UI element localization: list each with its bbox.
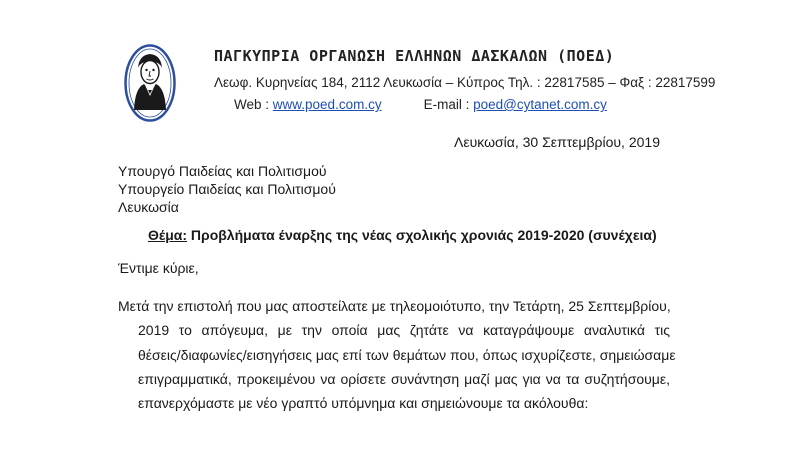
body-line: θέσεις/διαφωνίες/εισηγήσεις μας επί των θεμάτων που, όπως ισχυρίζεστε, σημειώσαμε <box>138 346 676 363</box>
recipient-title: Υπουργό Παιδείας και Πολιτισμού <box>118 163 327 179</box>
body-line: Μετά την επιστολή που μας αποστείλατε με τηλεομοιότυπο, την Τετάρτη, 25 Σεπτεμβρίου, <box>118 298 671 314</box>
email-label: E-mail : <box>423 97 474 112</box>
recipient-city: Λευκωσία <box>118 199 179 215</box>
body-line: 2019 το απόγευμα, με την οποία μας ζητάτε να καταγράψουμε αναλυτικά τις <box>138 322 670 339</box>
organization-contact <box>234 97 607 112</box>
organization-name: ΠΑΓΚΥΠΡΙΑ ΟΡΓΑΝΩΣΗ ΕΛΛΗΝΩΝ ΔΑΣΚΑΛΩΝ (ΠΟΕΔ) <box>214 47 615 65</box>
subject-text: Προβλήματα έναρξης της νέας σχολικής χρονιάς 2019-2020 (συνέχεια) <box>187 227 657 243</box>
email-link[interactable]: poed@cytanet.com.cy <box>473 97 607 112</box>
greeting: Έντιμε κύριε, <box>118 260 199 276</box>
letter-date: Λευκωσία, 30 Σεπτεμβρίου, 2019 <box>454 134 660 150</box>
subject-label: Θέμα: <box>148 227 188 243</box>
organization-address: Λεωφ. Κυρηνείας 184, 2112 Λευκωσία – Κύπρος Τηλ. : 22817585 – Φαξ : 22817599 <box>214 75 716 90</box>
poed-logo-icon <box>124 44 176 122</box>
body-line: επιγραμματικά, προκειμένου να ορίσετε συνάντηση μαζί μας για να τα συζητήσουμε, <box>138 370 670 387</box>
web-link[interactable]: www.poed.com.cy <box>272 97 382 112</box>
body-paragraph <box>118 294 676 415</box>
recipient-block <box>118 162 336 216</box>
recipient-ministry: Υπουργείο Παιδείας και Πολιτισμού <box>118 181 336 197</box>
body-line: επανερχόμαστε με νέο γραπτό υπόμνημα και σημειώνουμε τα ακόλουθα: <box>138 395 589 412</box>
web-label: Web : <box>234 97 273 112</box>
subject-line <box>148 227 657 243</box>
